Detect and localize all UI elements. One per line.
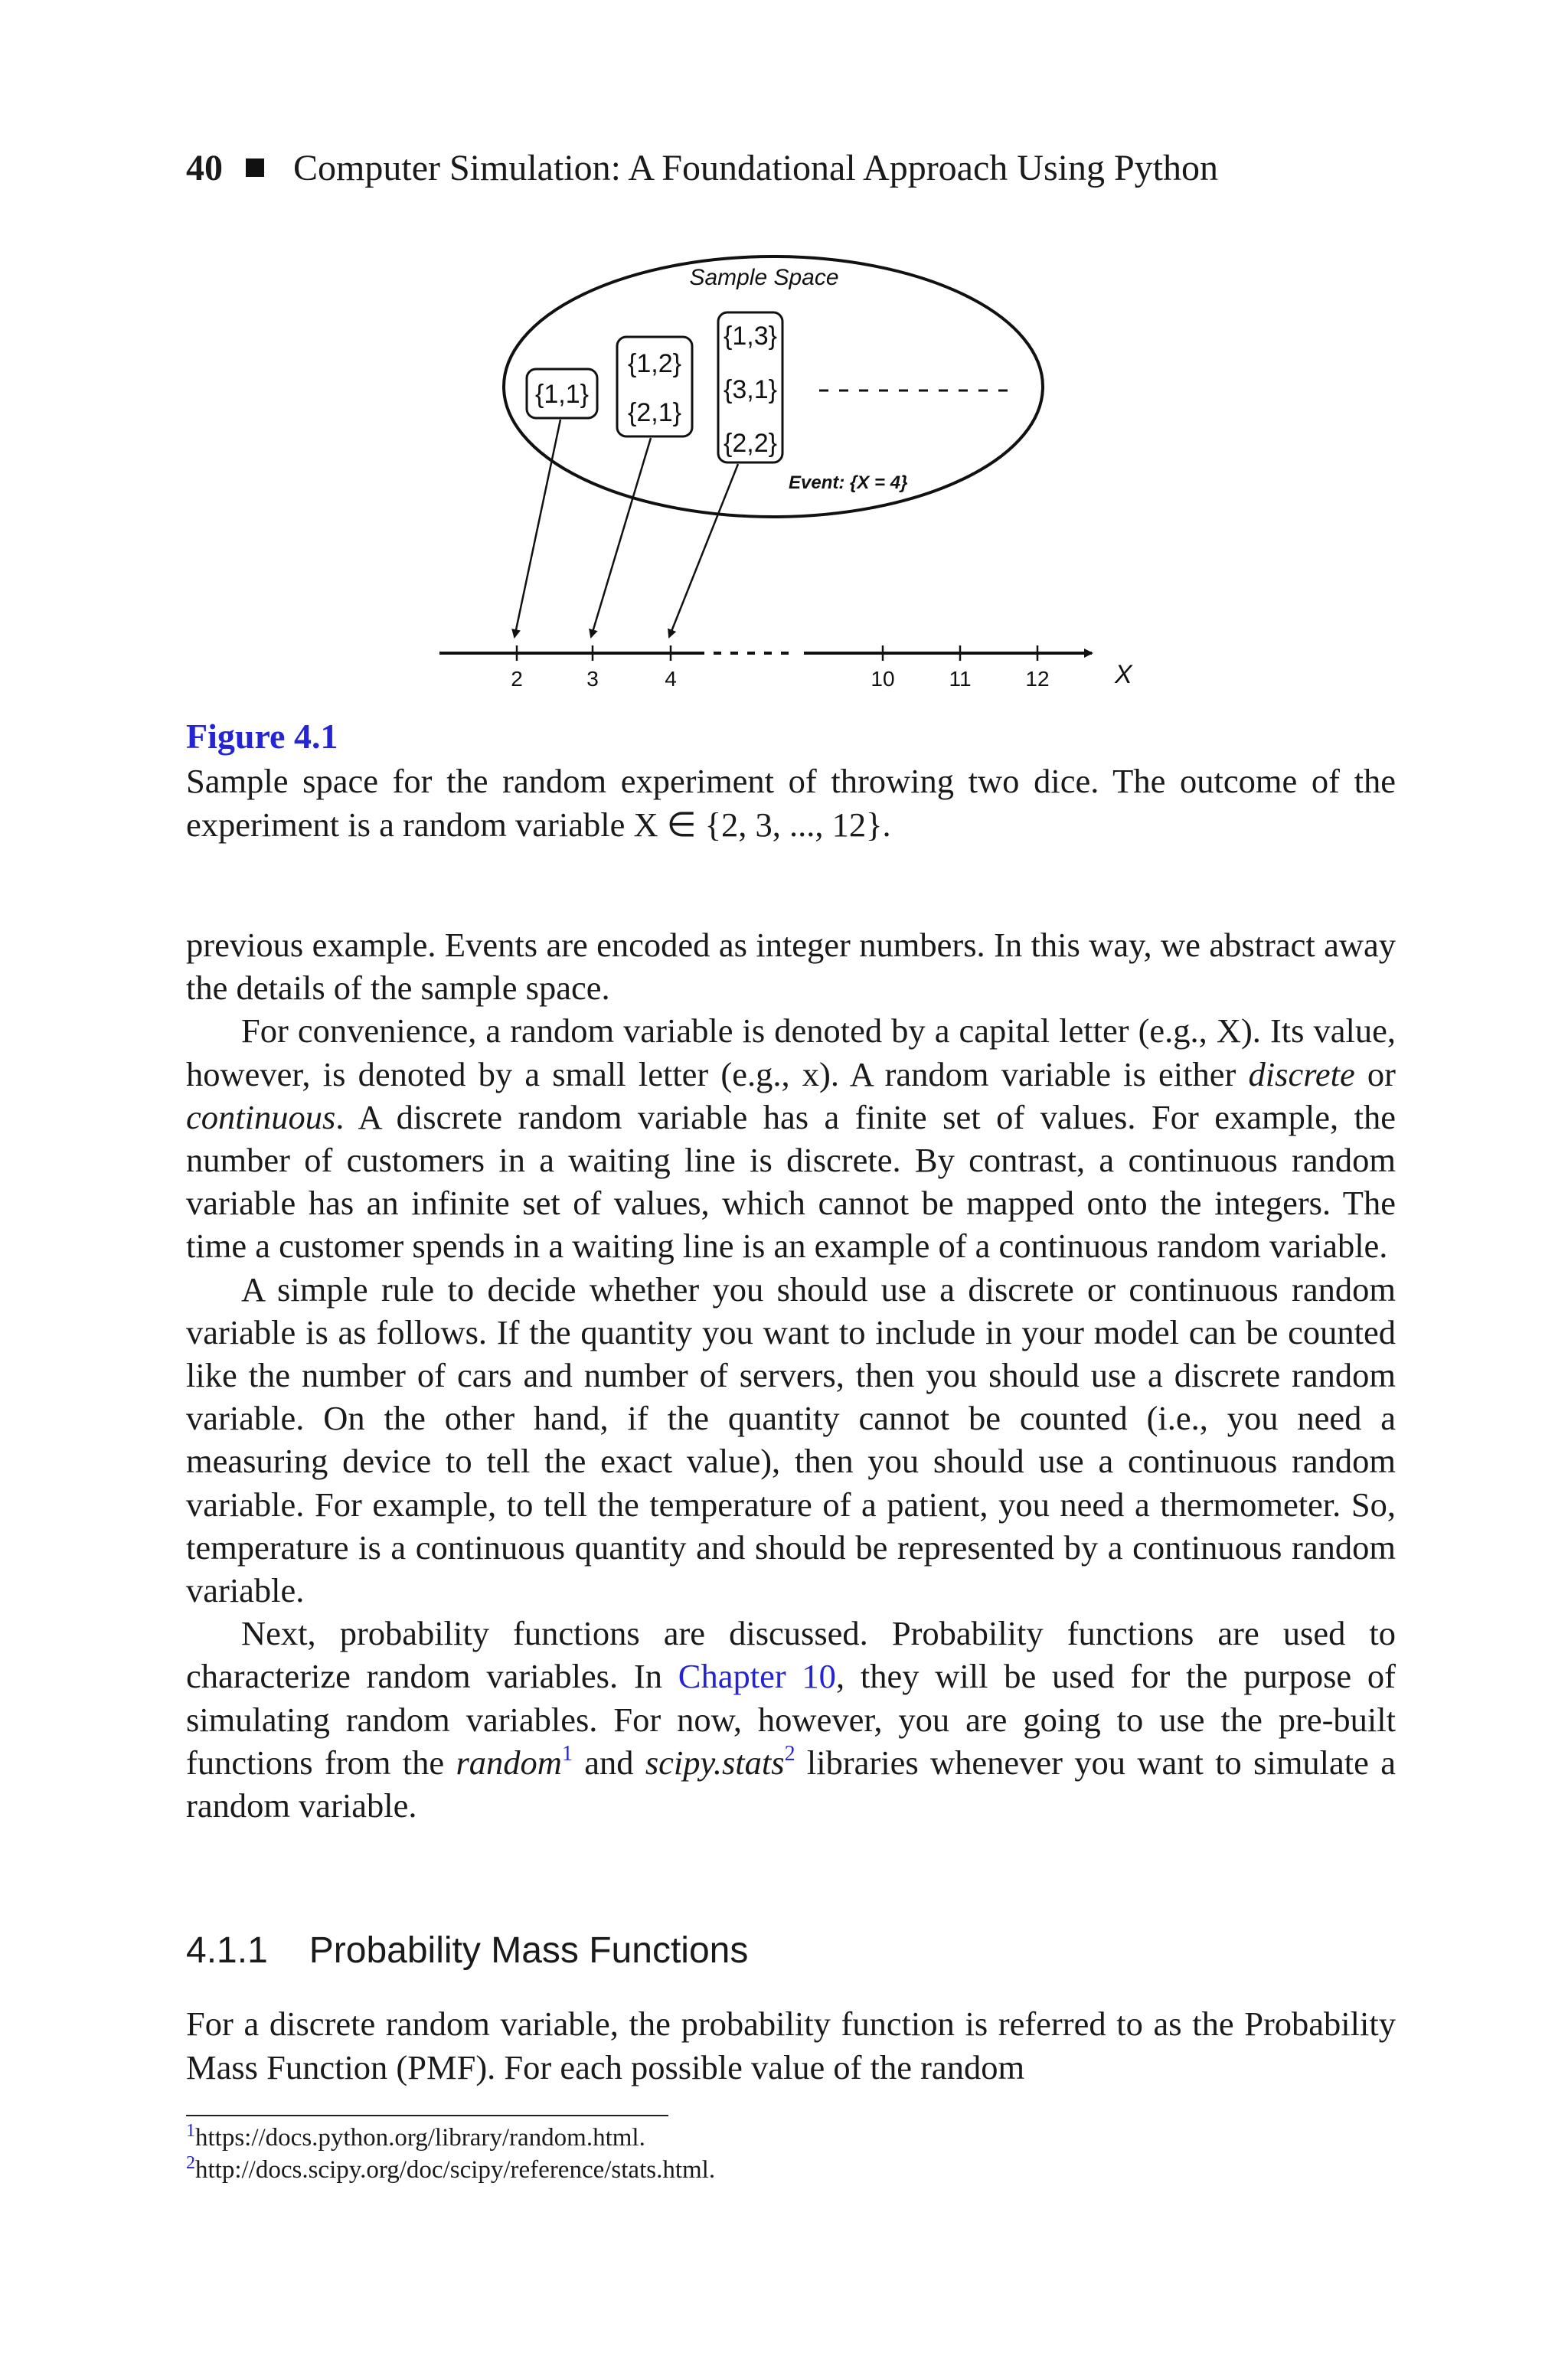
term-random: random <box>456 1743 562 1782</box>
section-title: Probability Mass Functions <box>309 1930 749 1971</box>
outcome-3-1: {3,1} <box>724 375 777 404</box>
map-arrow-3 <box>591 438 651 637</box>
p4-text-a: Next, probability functions are discussed. Probability functions are used to characterize random variables. In <box>186 1614 1396 1696</box>
p2-text-or: or <box>1354 1054 1396 1093</box>
tick-label-11: 11 <box>949 667 972 691</box>
footnote-mark-1: 1 <box>186 2121 195 2141</box>
running-header <box>186 145 1396 191</box>
footnote-ref-1[interactable]: 1 <box>561 1741 573 1766</box>
footnote-mark-2: 2 <box>186 2153 195 2173</box>
footnote-url-1[interactable]: https://docs.python.org/library/random.html. <box>195 2124 645 2152</box>
body-text <box>186 923 1396 1827</box>
p4-text-c: libraries whenever you want to simulate a random variable. <box>186 1743 1396 1825</box>
p4-text-and: and <box>572 1743 645 1782</box>
term-discrete: discrete <box>1248 1054 1355 1093</box>
outcome-2-2: {2,2} <box>724 429 777 458</box>
tick-label-10: 10 <box>871 667 895 691</box>
p2-text-b: . A discrete random variable has a finite set of values. For example, the number of customers in a waiting line is discrete. By contrast, a continuous random variable has an infinite set of values, which cannot be mapped onto the integers. The time a customer spends in a waiting line is an example of a continuous random variable. <box>186 1097 1396 1266</box>
square-bullet-icon <box>246 158 264 177</box>
section-paragraph: For a discrete random variable, the probability function is referred to as the Probability Mass Function (PMF). For each possible value of the random <box>186 2005 1396 2086</box>
map-arrow-4 <box>669 464 738 637</box>
tick-label-3: 3 <box>586 667 599 691</box>
tick-label-2: 2 <box>511 667 523 691</box>
map-arrow-2 <box>514 420 560 637</box>
outcome-1-2: {1,2} <box>628 349 681 378</box>
running-title: Computer Simulation: A Foundational Approach Using Python <box>293 148 1218 188</box>
figure-caption: Sample space for the random experiment of throwing two dice. The outcome of the experiment is a random variable X ∈ {2, 3, ..., 12}. <box>186 762 1396 844</box>
paragraph-simple-rule: A simple rule to decide whether you should use a discrete or continuous random variable is as follows. If the quantity you want to include in your model can be counted like the number of cars and number of servers, then you should use a discrete random variable. On the other hand, if the quantity cannot be counted (i.e., you need a measuring device to tell the exact value), then you should use a continuous random variable. For example, to tell the temperature of a patient, you need a thermometer. So, temperature is a continuous quantity and should be represented by a continuous random variable. <box>186 1269 1396 1610</box>
paragraph-random-variable <box>186 1009 1396 1267</box>
outcome-1-1: {1,1} <box>535 380 589 409</box>
footnote-1 <box>186 2122 1396 2154</box>
footnote-divider <box>186 2115 668 2116</box>
outcome-2-1: {2,1} <box>628 398 681 427</box>
p2-text-a: For convenience, a random variable is denoted by a capital letter (e.g., X). Its value, however, is denoted by a small letter (e.g., x). A random variable is either <box>186 1011 1396 1093</box>
tick-label-4: 4 <box>665 667 677 691</box>
p4-text-b: , they will be used for the purpose of simulating random variables. For now, however, you are going to use the pre-built functions from the <box>186 1657 1396 1782</box>
section-heading <box>186 1930 748 1972</box>
tick-label-12: 12 <box>1025 667 1050 691</box>
paragraph-continued: previous example. Events are encoded as integer numbers. In this way, we abstract away the details of the sample space. <box>186 926 1396 1008</box>
event-label: Event: {X = 4} <box>789 472 908 493</box>
footnote-ref-2[interactable]: 2 <box>784 1741 795 1766</box>
figure-label: Figure 4.1 <box>186 717 338 756</box>
footnote-url-2[interactable]: http://docs.scipy.org/doc/scipy/reference/stats.html. <box>195 2156 716 2184</box>
sample-space-figure <box>413 237 1148 697</box>
page-number: 40 <box>186 148 223 188</box>
paragraph-probability-functions <box>186 1612 1396 1827</box>
chapter-10-link[interactable]: Chapter 10 <box>678 1657 836 1696</box>
section-number: 4.1.1 <box>186 1930 268 1971</box>
footnote-2 <box>186 2154 1396 2186</box>
term-continuous: continuous <box>186 1097 336 1136</box>
footnotes <box>186 2122 1396 2186</box>
sample-space-label: Sample Space <box>689 265 839 290</box>
term-scipy-stats: scipy.stats <box>645 1743 785 1782</box>
axis-label-x: X <box>1115 660 1132 689</box>
outcome-1-3: {1,3} <box>724 322 777 351</box>
